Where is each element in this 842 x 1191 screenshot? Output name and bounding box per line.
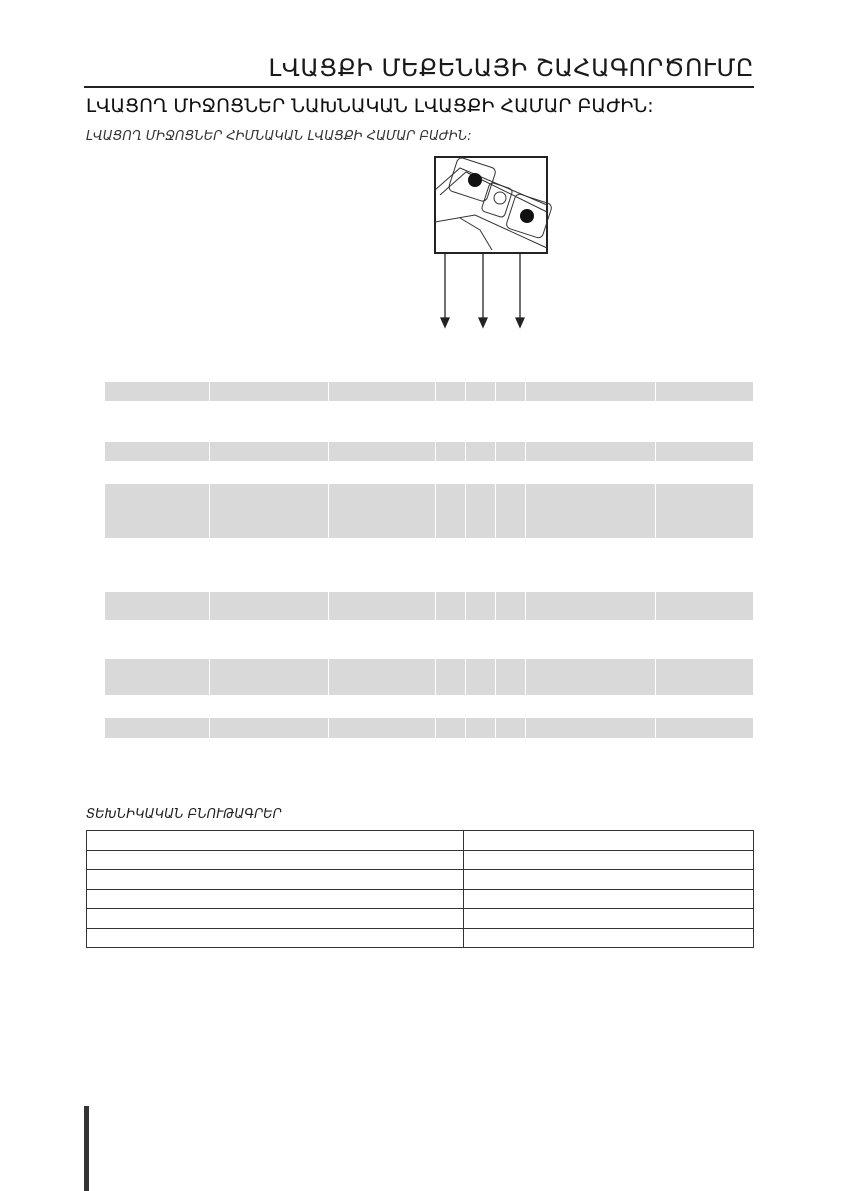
detergent-drawer-icon xyxy=(430,150,560,330)
section-subheading: ԼՎԱՑՈՂ ՄԻՋՈՑՆԵՐ ՀԻՄՆԱԿԱՆ ԼՎԱՑՔԻ ՀԱՄԱՐ ԲԱԺԻՆ: xyxy=(86,129,472,144)
table-row xyxy=(87,831,754,851)
section-heading: ԼՎԱՑՈՂ ՄԻՋՈՑՆԵՐ ՆԱԽՆԱԿԱՆ ԼՎԱՑՔԻ ՀԱՄԱՐ ԲԱԺԻՆ: xyxy=(86,95,654,117)
spec-label xyxy=(87,831,464,851)
table-row xyxy=(105,442,753,461)
page-title: ԼՎԱՑՔԻ ՄԵՔԵՆԱՅԻ ՇԱՀԱԳՈՐԾՈՒՄԸ xyxy=(268,54,754,82)
spec-value xyxy=(464,889,754,909)
spec-label xyxy=(87,850,464,870)
spec-label xyxy=(87,909,464,929)
table-row xyxy=(87,889,754,909)
table-row xyxy=(87,870,754,890)
spec-value xyxy=(464,909,754,929)
table-row xyxy=(87,909,754,929)
spec-value xyxy=(464,850,754,870)
spec-label xyxy=(87,889,464,909)
specs-title: ՏԵԽՆԻԿԱԿԱՆ ԲՆՈՒԹԱԳՐԵՐ xyxy=(86,807,282,822)
page-header xyxy=(0,0,842,90)
spec-label xyxy=(87,870,464,890)
compartment-marker-1 xyxy=(468,173,482,187)
arrow-head-1 xyxy=(441,318,449,327)
table-row xyxy=(105,484,753,538)
arrow-head-2 xyxy=(479,318,487,327)
table-row xyxy=(105,659,753,695)
header-rule xyxy=(84,86,754,88)
arrow-head-3 xyxy=(516,318,524,327)
compartment-marker-2 xyxy=(520,209,534,223)
spec-value xyxy=(464,870,754,890)
spec-value xyxy=(464,928,754,948)
table-row xyxy=(105,718,753,738)
table-row xyxy=(105,592,753,620)
table-row xyxy=(87,928,754,948)
table-row xyxy=(87,850,754,870)
table-row xyxy=(105,382,753,401)
page-margin-bar xyxy=(84,1106,89,1191)
spec-value xyxy=(464,831,754,851)
spec-label xyxy=(87,928,464,948)
specs-table xyxy=(86,830,754,948)
